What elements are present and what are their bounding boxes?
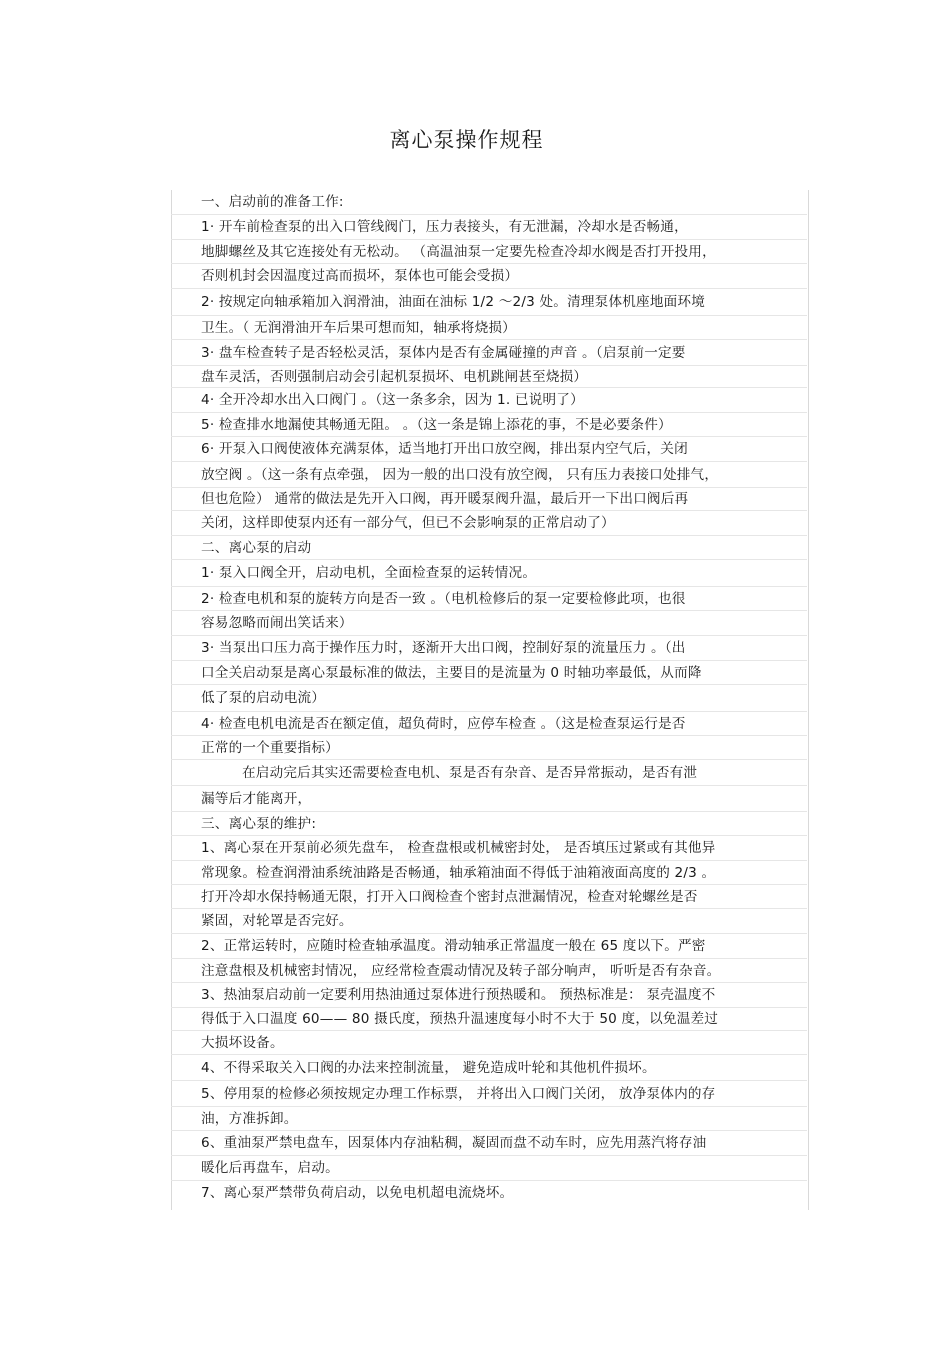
text-line: 油，方准拆卸。 — [171, 1107, 807, 1131]
text-line: 1、离心泵在开泵前必须先盘车， 检查盘根或机械密封处， 是否填压过紧或有其他异 — [171, 836, 807, 861]
text-line: 4· 全开冷却水出入口阀门 。（这一条多余，因为 1. 已说明了） — [171, 388, 807, 413]
text-line: 在启动完后其实还需要检查电机、泵是否有杂音、是否异常振动，是否有泄 — [171, 760, 807, 786]
text-line: 三、离心泵的维护: — [171, 812, 807, 836]
text-line: 6、重油泵严禁电盘车，因泵体内存油粘稠，凝固而盘不动车时，应先用蒸汽将存油 — [171, 1131, 807, 1156]
text-line: 5、停用泵的检修必须按规定办理工作标票， 并将出入口阀门关闭， 放净泵体内的存 — [171, 1081, 807, 1107]
text-line: 打开冷却水保持畅通无限，打开入口阀检查个密封点泄漏情况，检查对轮螺丝是否 — [171, 885, 807, 909]
text-line: 紧固，对轮罩是否完好。 — [171, 909, 807, 934]
text-line: 2、正常运转时，应随时检查轴承温度。滑动轴承正常温度一般在 65 度以下。严密 — [171, 934, 807, 959]
text-line: 4· 检查电机电流是否在额定值，超负荷时，应停车检查 。（这是检查泵运行是否 — [171, 712, 807, 736]
content-lines — [171, 190, 807, 1206]
document-title: 离心泵操作规程 — [389, 128, 544, 152]
text-line: 常现象。检查润滑油系统油路是否畅通，轴承箱油面不得低于油箱液面高度的 2/3 。 — [171, 861, 807, 885]
text-line: 4、不得采取关入口阀的办法来控制流量， 避免造成叶轮和其他机件损坏。 — [171, 1055, 807, 1081]
text-line: 3· 当泵出口压力高于操作压力时，逐渐开大出口阀，控制好泵的流量压力 。（出 — [171, 636, 807, 661]
text-line: 正常的一个重要指标） — [171, 736, 807, 760]
text-line: 二、离心泵的启动 — [171, 536, 807, 560]
text-line: 7、离心泵严禁带负荷启动，以免电机超电流烧坏。 — [201, 1185, 514, 1201]
text-line: 口全关启动泵是离心泵最标准的做法，主要目的是流量为 0 时轴功率最低，从而降 — [171, 661, 807, 685]
text-line: 地脚螺丝及其它连接处有无松动。 （高温油泵一定要先检查冷却水阀是否打开投用， — [171, 240, 807, 264]
text-line: 但也危险） 通常的做法是先开入口阀，再开暖泵阀升温，最后开一下出口阀后再 — [171, 488, 807, 511]
text-line: 2· 按规定向轴承箱加入润滑油，油面在油标 1/2 ～2/3 处。清理泵体机座地面环境 — [171, 289, 807, 316]
text-line: 1· 开车前检查泵的出入口管线阀门，压力表接头，有无泄漏，冷却水是否畅通， — [171, 215, 807, 240]
text-line: 否则机封会因温度过高而损坏，泵体也可能会受损） — [171, 264, 807, 289]
text-line: 5· 检查排水地漏使其畅通无阻。 。（这一条是锦上添花的事，不是必要条件） — [171, 413, 807, 437]
text-line: 大损坏设备。 — [171, 1031, 807, 1055]
text-line: 3· 盘车检查转子是否轻松灵活，泵体内是否有金属碰撞的声音 。（启泵前一定要 — [171, 340, 807, 366]
text-line: 卫生。（ 无润滑油开车后果可想而知，轴承将烧损） — [171, 316, 807, 340]
text-line: 暖化后再盘车，启动。 — [171, 1156, 807, 1181]
text-line: 2· 检查电机和泵的旋转方向是否一致 。（电机检修后的泵一定要检修此项，也很 — [171, 587, 807, 611]
text-line: 放空阀 。（这一条有点牵强， 因为一般的出口没有放空阀， 只有压力表接口处排气， — [171, 462, 807, 488]
text-line: 注意盘根及机械密封情况， 应经常检查震动情况及转子部分响声， 听听是否有杂音。 — [171, 959, 807, 983]
text-line: 盘车灵活，否则强制启动会引起机泵损坏、电机跳闸甚至烧损） — [171, 366, 807, 388]
text-line: 6· 开泵入口阀使液体充满泵体，适当地打开出口放空阀，排出泵内空气后，关闭 — [171, 437, 807, 462]
text-line: 一、启动前的准备工作: — [171, 190, 807, 215]
text-line: 低了泵的启动电流） — [171, 685, 807, 712]
text-line: 关闭，这样即使泵内还有一部分气，但已不会影响泵的正常启动了） — [171, 511, 807, 536]
text-line: 容易忽略而闹出笑话来） — [171, 611, 807, 636]
text-line: 1· 泵入口阀全开，启动电机，全面检查泵的运转情况。 — [171, 560, 807, 587]
text-line: 得低于入口温度 60—— 80 摄氏度，预热升温速度每小时不大于 50 度，以免温差过 — [171, 1008, 807, 1031]
text-line: 漏等后才能离开， — [171, 786, 807, 812]
text-line: 3、热油泵启动前一定要利用热油通过泵体进行预热暖和。 预热标准是： 泵壳温度不 — [171, 983, 807, 1008]
